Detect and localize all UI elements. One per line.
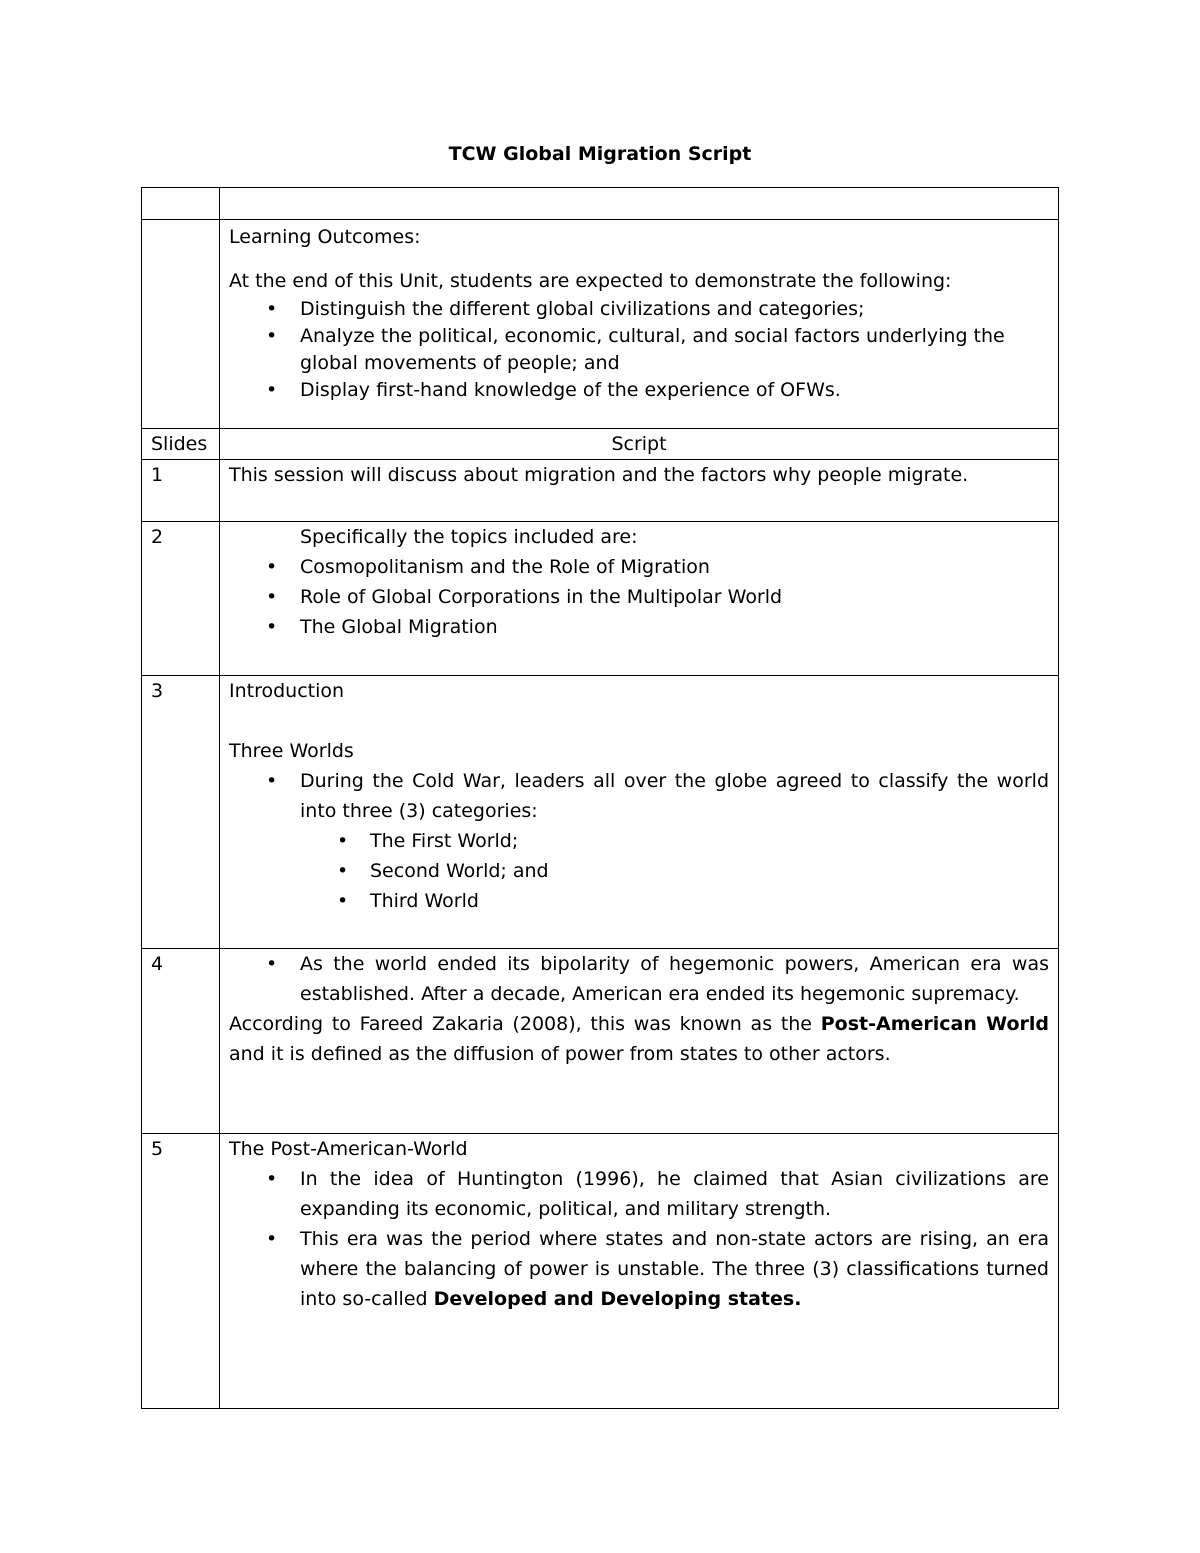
slide-number: 4: [142, 949, 220, 1134]
three-worlds-list: [229, 766, 1049, 916]
paragraph-text: According to Fareed Zakaria (2008), this was known as the: [229, 1013, 821, 1035]
learning-outcomes-intro: At the end of this Unit, students are expected to demonstrate the following:: [229, 270, 952, 292]
post-american-world-term: Post-American World: [820, 1013, 1049, 1035]
list-item: • The First World;: [370, 826, 1049, 856]
script-cell: [220, 949, 1059, 1134]
list-item: • Second World; and: [370, 856, 1049, 886]
table-row: [142, 460, 1059, 522]
list-item: • Cosmopolitanism and the Role of Migration: [300, 552, 1049, 582]
paragraph-text: and it is defined as the diffusion of power from states to other actors.: [229, 1043, 891, 1065]
spacer: [229, 706, 1049, 736]
topics-intro: Specifically the topics included are:: [300, 526, 638, 548]
table-row: [142, 949, 1059, 1134]
list-item: [300, 1224, 1049, 1314]
script-table: [141, 187, 1059, 1409]
world-categories-list: [300, 826, 1049, 916]
script-cell: [220, 676, 1059, 949]
script-cell: [220, 460, 1059, 522]
list-item-text: This era was the period where states and non-state actors are rising, an era where the balancing of power is unstable. The three (3) classifications turned into so-called: [300, 1228, 1049, 1310]
slides-header: Slides: [142, 429, 220, 460]
zakaria-paragraph: [229, 1009, 1049, 1069]
post-american-world-heading: The Post-American-World: [229, 1138, 468, 1160]
blank-cell-right: [220, 188, 1059, 220]
learning-outcomes-heading: Learning Outcomes:: [229, 226, 421, 248]
list-item: • The Global Migration: [300, 612, 1049, 642]
post-american-world-list: [229, 1164, 1049, 1314]
document-title: TCW Global Migration Script: [448, 143, 752, 165]
three-worlds-heading: Three Worlds: [229, 740, 354, 762]
outcomes-cell-left: [142, 220, 220, 429]
list-item: • Distinguish the different global civilizations and categories;: [300, 296, 1049, 323]
developed-developing-term: Developed and Developing states.: [433, 1288, 802, 1310]
post-american-list: [229, 949, 1049, 1009]
list-item: [300, 766, 1049, 916]
slide-number: 5: [142, 1134, 220, 1409]
learning-outcomes-list: [229, 296, 1049, 404]
table-row: [142, 676, 1059, 949]
script-cell: [220, 1134, 1059, 1409]
script-header: Script: [220, 429, 1059, 460]
list-item: • In the idea of Huntington (1996), he claimed that Asian civilizations are expanding its economic, political, and military strength.: [300, 1164, 1049, 1224]
introduction-heading: Introduction: [229, 680, 345, 702]
list-item: • Analyze the political, economic, cultural, and social factors underlying the global movements of people; and: [300, 323, 1049, 377]
blank-cell-left: [142, 188, 220, 220]
script-text: This session will discuss about migration and the factors why people migrate.: [229, 464, 969, 486]
topics-list: [229, 552, 1049, 642]
table-row: [142, 522, 1059, 676]
script-cell: [220, 522, 1059, 676]
list-item: • Third World: [370, 886, 1049, 916]
list-item: • Role of Global Corporations in the Multipolar World: [300, 582, 1049, 612]
list-item: • Display first-hand knowledge of the experience of OFWs.: [300, 377, 1049, 404]
blank-row: [142, 188, 1059, 220]
slide-number: 1: [142, 460, 220, 522]
table-row: [142, 1134, 1059, 1409]
slide-number: 3: [142, 676, 220, 949]
list-item-text: During the Cold War, leaders all over the globe agreed to classify the world into three (3) categories:: [300, 770, 1049, 822]
outcomes-cell: [220, 220, 1059, 429]
slide-number: 2: [142, 522, 220, 676]
list-item: • As the world ended its bipolarity of hegemonic powers, American era was established. After a decade, American era ended its hegemonic supremacy.: [300, 949, 1049, 1009]
table-header-row: [142, 429, 1059, 460]
learning-outcomes-row: [142, 220, 1059, 429]
